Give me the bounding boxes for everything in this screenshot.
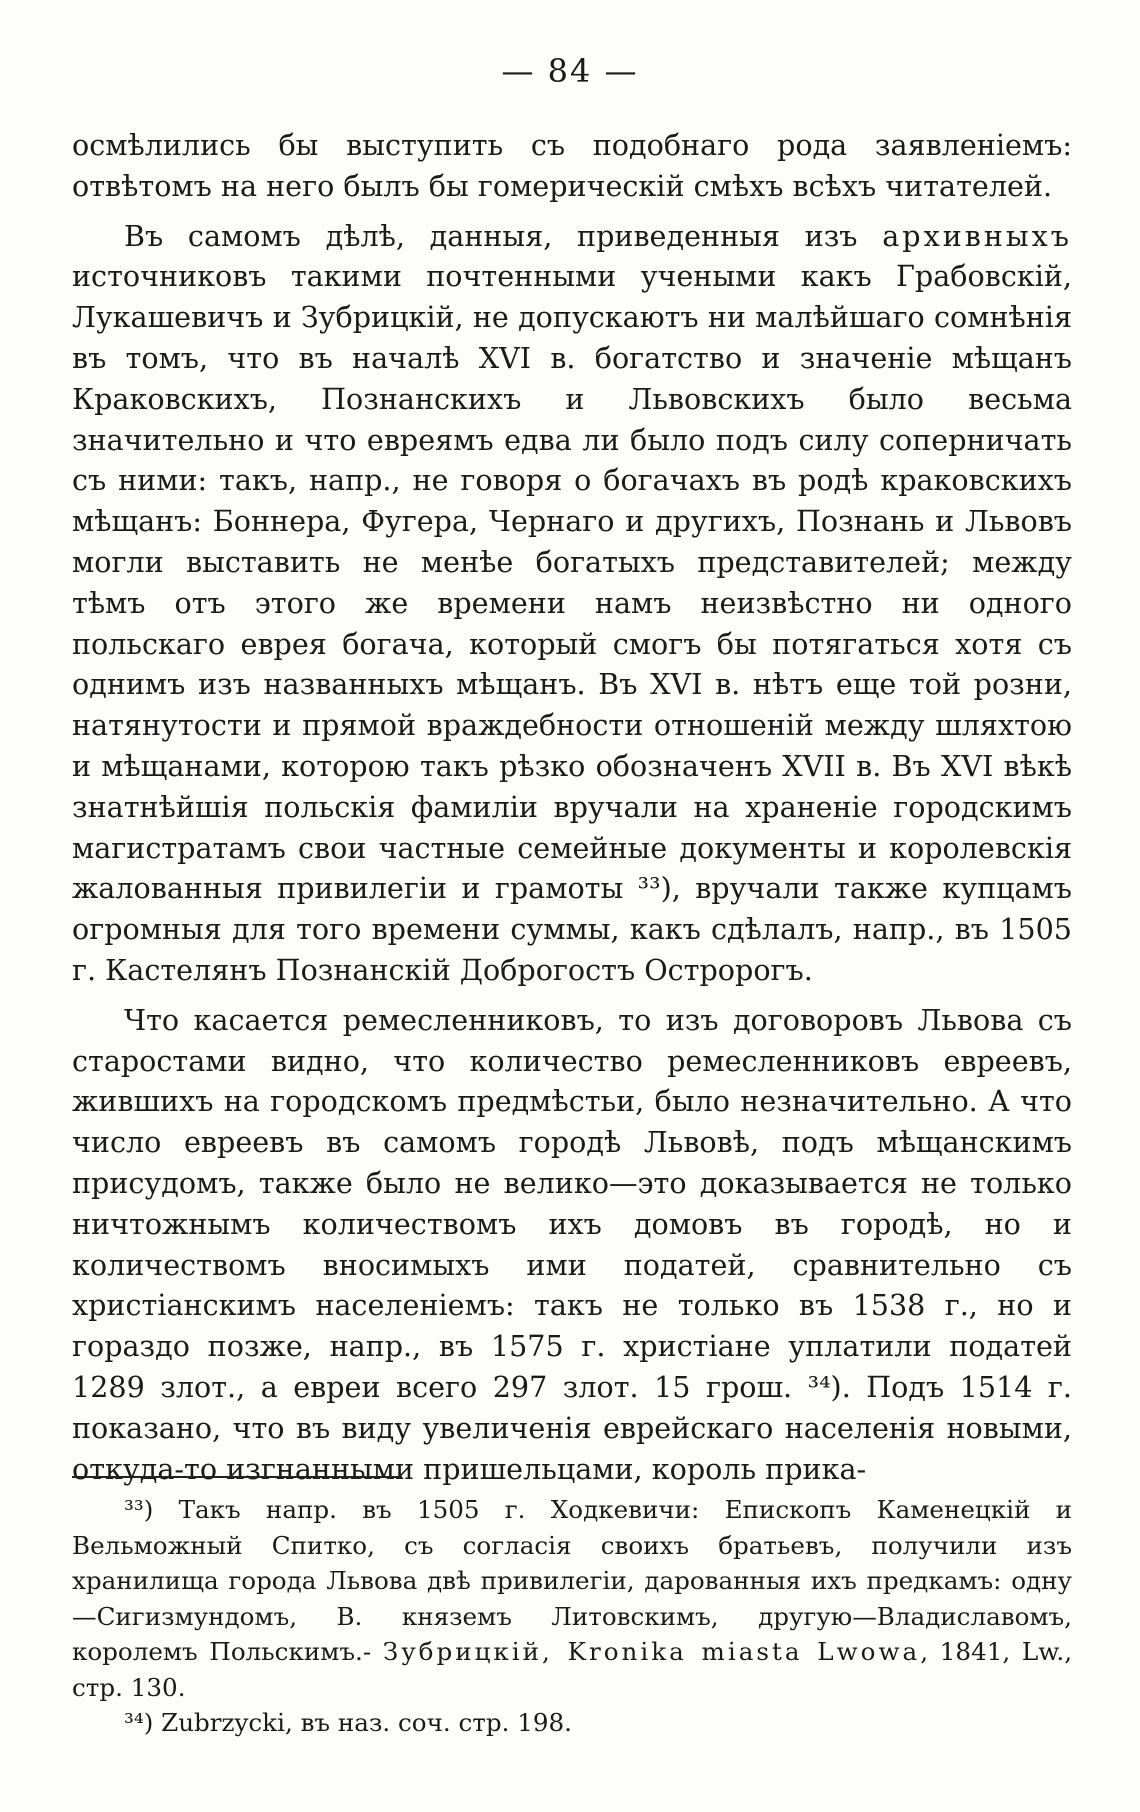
footnote-33-citation: Зубрицкій, Kronika miasta Lwowa [382,1637,921,1666]
paragraph-2-emphasis: архивныхъ [882,218,1072,253]
paragraph-3: Что касается ремесленниковъ, то изъ договоровъ Львова съ старостами видно, что количество ремесленниковъ евреевъ, жившихъ на городскомъ предмѣстьи, было незначительно. А что число евреевъ въ самомъ городѣ Львовѣ, подъ мѣщанскимъ присудомъ, также было не велико—это доказывается не только ничтожнымъ количествомъ ихъ домовъ въ городѣ, но и количествомъ вносимыхъ ими податей, сравнительно съ христіанскимъ населеніемъ: такъ не только въ 1538 г., но и гораздо позже, напр., въ 1575 г. христіане уплатили податей 1289 злот., а евреи всего 297 злот. 15 грош. ³⁴). Подъ 1514 г. показано, что въ виду увеличенія еврейскаго населенія новыми, откуда-то изгнанными пришельцами, король прика- [72,1002,1072,1486]
paragraph-2 [72,216,1072,991]
footnote-divider [72,1476,402,1478]
paragraph-2-start: Въ самомъ дѣлѣ, данныя, приведенныя изъ [124,218,883,253]
footnote-33-start: ³³) Такъ напр. въ 1505 г. Ходкевичи: Епископъ Каменецкій и Вельможный Спитко, съ согласія своихъ братьевъ, получили изъ хранилища города Львова двѣ привилегіи, дарованныя ихъ предкамъ: одну—Сигизмундомъ, В. княземъ Литовскимъ, другую—Владиславомъ, королемъ Польскимъ.- [72,1495,1072,1666]
footnote-33 [72,1492,1072,1705]
footnote-33-end: , 1841, Lw., стр. 130. [72,1637,1073,1702]
body-text [72,125,1072,1498]
footnotes [72,1492,1072,1741]
page-number: — 84 — [501,52,639,90]
paragraph-2-rest: источниковъ такими почтенными учеными какъ Грабовскій, Лукашевичъ и Зубрицкій, не допускаютъ ни малѣйшаго сомнѣнія въ томъ, что въ началѣ XVI в. богатство и значеніе мѣщанъ Краковскихъ, Познанскихъ и Львовскихъ было весьма значительно и что евреямъ едва ли было подъ силу соперничать съ ними: такъ, напр., не говоря о богачахъ въ родѣ краковскихъ мѣщанъ: Боннера, Фугера, Чернаго и другихъ, Познань и Львовъ могли выставить не менѣе богатыхъ представителей; между тѣмъ отъ этого же времени намъ неизвѣстно ни одного польскаго еврея богача, который смогъ бы потягаться хотя съ однимъ изъ названныхъ мѣщанъ. Въ XVI в. нѣтъ еще той розни, натянутости и прямой враждебности отношеній между шляхтою и мѣщанами, которою такъ рѣзко обозначенъ XVII в. Въ XVI вѣкѣ знатнѣйшія польскія фамиліи вручали на храненіе городскимъ магистратамъ свои частные семейные документы и королевскія жалованныя привилегіи и грамоты ³³), вручали также купцамъ огромныя для того времени суммы, какъ сдѣлалъ, напр., въ 1505 г. Кастелянъ Познанскій Доброгостъ Остророгъ. [72,259,1072,987]
footnote-34: ³⁴) Zubrzycki, въ наз. соч. стр. 198. [124,1708,572,1737]
paragraph-1: осмѣлились бы выступить съ подобнаго рода заявленіемъ: отвѣтомъ на него былъ бы гомерическій смѣхъ всѣхъ читателей. [72,128,1072,203]
